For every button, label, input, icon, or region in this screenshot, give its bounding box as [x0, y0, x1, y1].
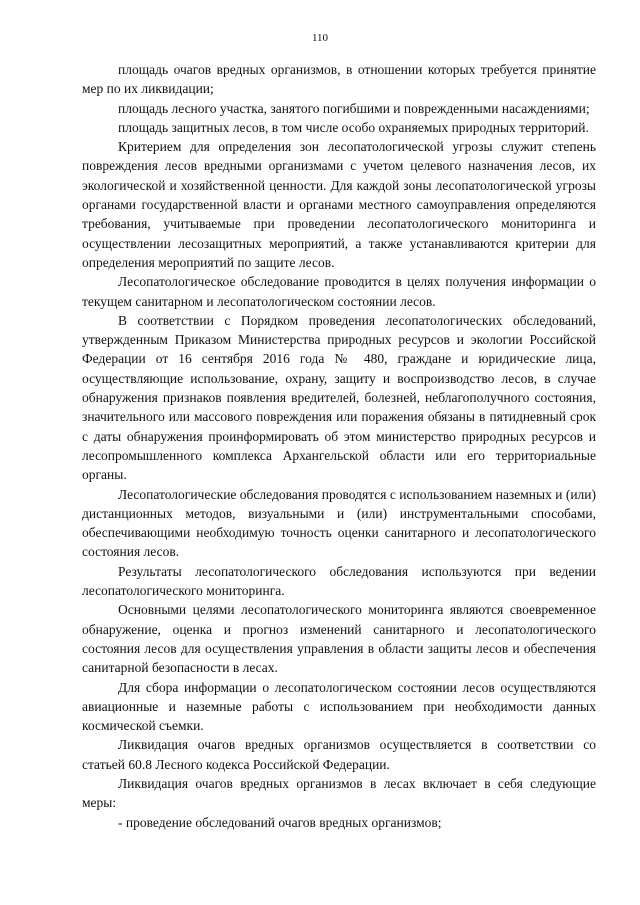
paragraph: - проведение обследований очагов вредных организмов; [118, 814, 442, 830]
paragraph: Ликвидация очагов вредных организмов осуществляется в соответствии со статьей 60.8 Лесного кодекса Российской Федерации. [82, 737, 596, 772]
paragraph: площадь лесного участка, занятого погибшими и поврежденными насаждениями; [118, 100, 590, 116]
paragraph: Основными целями лесопатологического мониторинга являются своевременное обнаружение, оценка и прогноз изменений санитарного и лесопатологического состояния лесов для осуществления управления в области защиты лесов и обеспечения санитарной безопасности в лесах. [82, 602, 596, 676]
paragraph: Результаты лесопатологического обследования используются при ведении лесопатологического мониторинга. [82, 563, 596, 599]
paragraph: Ликвидация очагов вредных организмов в лесах включает в себя следующие меры: [82, 775, 596, 811]
page-number: 110 [311, 32, 329, 44]
paragraph: В соответствии с Порядком проведения лесопатологических обследований, утвержденным Приказом Министерства природных ресурсов и экологии Российской Федерации от 16 сентября 2016 года № 480, граждане и юридические лица, осуществляющие использование, охрану, защиту и воспроизводство лесов, в случае обнаружения признаков появления вредителей, болезней, неблагополучного состояния, значительного или массового повреждения или поражения обязаны в пятидневный срок с даты обнаружения проинформировать об этом министерство природных ресурсов и лесопромышленного комплекса Архангельской области или его территориальные органы. [82, 312, 596, 483]
body-text [82, 60, 596, 832]
paragraph: Лесопатологическое обследование проводится в целях получения информации о текущем санитарном и лесопатологическом состоянии лесов. [82, 274, 596, 309]
paragraph: площадь очагов вредных организмов, в отношении которых требуется принятие мер по их ликвидации; [82, 62, 596, 97]
paragraph: Лесопатологические обследования проводятся с использованием наземных и (или) дистанционных методов, визуальными и (или) инструментальными способами, обеспечивающими необходимую точность оценки санитарного и лесопатологического состояния лесов. [82, 486, 596, 560]
paragraph: Критерием для определения зон лесопатологической угрозы служит степень повреждения лесов вредными организмами с учетом целевого назначения лесов, их экологической и хозяйственной ценности. Для каждой зоны лесопатологической угрозы органами государственной власти и органами местного самоуправления определяются требования, учитываемые при проведении лесопатологического мониторинга и осуществлении лесозащитных мероприятий, а также устанавливаются критерии для определения мероприятий по защите лесов. [82, 139, 596, 270]
paragraph: площадь защитных лесов, в том числе особо охраняемых природных территорий. [118, 119, 589, 135]
paragraph: Для сбора информации о лесопатологическом состоянии лесов осуществляются авиационные и наземные работы с использованием при необходимости данных космической съемки. [82, 679, 596, 734]
